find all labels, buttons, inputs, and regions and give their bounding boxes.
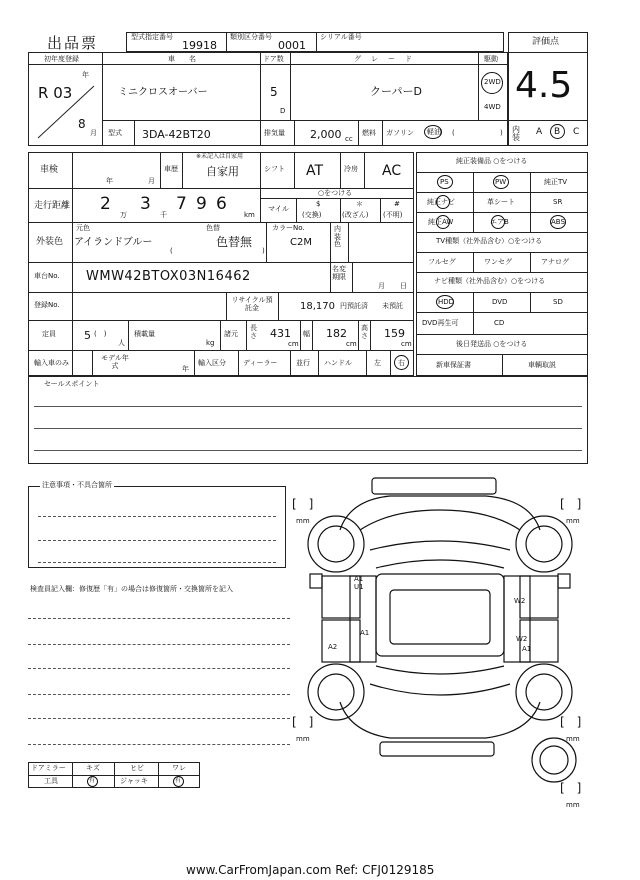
car-name: ミニクロスオーバー	[118, 87, 208, 98]
interior-b: B	[554, 127, 561, 137]
inspector-label: 検査員記入欄：修復歴「有」の場合は修復箇所・交換箇所を記入	[30, 585, 233, 593]
mileage-km: km	[244, 211, 255, 219]
mark-u1: U1	[354, 583, 364, 591]
color-no-label: カラーNo.	[272, 224, 305, 232]
fuel-diesel: 軽油	[427, 128, 441, 136]
mileage-digit-2: 3	[140, 194, 151, 214]
category-value: 0001	[278, 39, 306, 52]
width-value: 182	[326, 327, 347, 340]
tv-type-header: TV種類（社外品含む）○をつける	[436, 237, 543, 245]
grade-value: クーパーD	[370, 85, 422, 98]
capacity-label: 定員	[42, 330, 56, 338]
year-suffix: 年	[82, 71, 89, 79]
spare-mm: mm	[566, 801, 580, 809]
legend-tool: 工具	[44, 777, 58, 785]
handle-label: ハンドル	[324, 359, 352, 367]
tv-analog: アナログ	[541, 258, 569, 266]
recycle-unit: 円預託済	[340, 302, 368, 310]
door-d: D	[280, 107, 286, 115]
height-cm: cm	[401, 340, 412, 348]
mark-w2-top: W2	[514, 597, 526, 605]
tire-rl-mm: mm	[296, 735, 310, 743]
original-color: アイランドブルー	[74, 237, 153, 248]
legend-tool-mark: 有	[89, 777, 96, 784]
navi-sd: SD	[553, 298, 563, 306]
meter-tamper: (改ざん)	[342, 211, 369, 219]
repaint-value: 色替無	[216, 235, 253, 249]
meter-dollar: $	[316, 200, 321, 208]
form-title: 出品票	[47, 34, 99, 52]
equip-abs: ABS	[551, 218, 565, 226]
width-label: 幅	[303, 330, 310, 338]
dims-label: 諸元	[224, 330, 238, 338]
mark-a1-front: A1	[354, 575, 364, 583]
first-reg-label: 初年度登録	[44, 55, 79, 63]
name-change-label: 名変期限	[332, 265, 346, 282]
fuel-paren-close: )	[500, 129, 503, 137]
recycle-value: 18,170	[300, 301, 335, 312]
cc-unit: cc	[345, 135, 353, 143]
later-manual: 車輌取説	[528, 361, 556, 369]
history-label: 車歴	[164, 165, 178, 173]
doors-label: ドア数	[263, 55, 284, 63]
mileage-man: 万	[120, 211, 127, 219]
tire-fl-bracket: [ ]	[292, 497, 314, 511]
displacement-label: 排気量	[264, 129, 285, 137]
meter-hash2: #	[394, 200, 400, 208]
load-unit: kg	[206, 339, 215, 347]
displacement-value: 2,000	[310, 128, 342, 141]
serial-label: シリアル番号	[320, 33, 362, 41]
model-value: 3DA-42BT20	[142, 128, 211, 141]
interior-a: A	[536, 127, 543, 137]
first-reg-era: R 03	[38, 84, 73, 102]
legend-scratch: キズ	[86, 764, 100, 772]
handle-left: 左	[374, 359, 381, 367]
navi-cd: CD	[494, 319, 505, 327]
navi-dvd-play: DVD再生可	[422, 319, 459, 327]
meter-hash1: ＊	[356, 200, 363, 208]
mark-a1-right: A1	[522, 645, 532, 653]
equip-airbag: エアB	[490, 218, 509, 226]
shift-label: シフト	[264, 165, 285, 173]
navi-dvd: DVD	[492, 298, 508, 306]
color-no: C2M	[290, 237, 312, 248]
mileage-digit-3: 7	[176, 194, 187, 214]
meter-exchange: (交換)	[302, 211, 322, 219]
navi-type-header: ナビ種類（社外品含む）○をつける	[434, 277, 546, 285]
legend-jack-mark: 有	[175, 777, 182, 784]
spare-bracket: [ ]	[560, 781, 582, 795]
equip-pw: PW	[495, 178, 507, 186]
navi-hdd: HDD	[438, 298, 455, 306]
registration-label: 登録No.	[34, 301, 60, 309]
capacity-value: 5	[84, 329, 91, 342]
shaken-year: 年	[106, 177, 113, 185]
length-value: 431	[270, 327, 291, 340]
import-type-label: 輸入区分	[198, 359, 226, 367]
mileage-digit-5: 6	[216, 194, 227, 214]
mileage-sen: 千	[160, 211, 167, 219]
original-color-label: 元色	[76, 224, 90, 232]
length-label: 長さ	[250, 324, 257, 340]
legend-crack: ヒビ	[130, 764, 144, 772]
grade-label: グレード	[354, 55, 422, 63]
mileage-digit-1: 2	[100, 194, 111, 214]
dealer-label: ディーラー	[243, 359, 278, 367]
equip-sr: SR	[553, 198, 563, 206]
shaken-label: 車検	[40, 165, 59, 175]
meter-mile: マイル	[268, 205, 289, 213]
meter-circle-note: ○をつける	[318, 189, 353, 197]
model-year-label: モデル年式	[101, 354, 129, 371]
legend-broken: ワレ	[172, 764, 186, 772]
sales-point-label: セールスポイント	[44, 380, 100, 388]
repaint-paren-close: )	[262, 247, 265, 255]
car-body-diagram	[290, 470, 590, 790]
history-note: ※未記入は自家用	[196, 153, 244, 160]
drive-label: 駆動	[484, 55, 498, 63]
footer-source: www.CarFromJapan.com Ref: CFJ0129185	[186, 863, 435, 877]
drive-4wd: 4WD	[484, 103, 501, 111]
load-label: 積載量	[134, 330, 155, 338]
tire-rr-bracket: [ ]	[560, 715, 582, 729]
height-value: 159	[384, 327, 405, 340]
fuel-gasoline: ガソリン	[386, 129, 414, 137]
later-warranty: 新車保証書	[436, 361, 471, 369]
caution-box	[28, 486, 286, 568]
shift-value: AT	[306, 163, 324, 179]
legend-door-mirror: ドアミラー	[31, 764, 66, 772]
handle-right: 右	[398, 359, 405, 367]
tire-fr-mm: mm	[566, 517, 580, 525]
rating-score: 4.5	[515, 65, 573, 106]
caution-label: 注意事項・不具合箇所	[42, 481, 112, 489]
interior-label: 内装	[512, 125, 520, 142]
repaint-label: 色替	[206, 224, 220, 232]
category-label: 類別区分番号	[230, 33, 272, 41]
legend-jack: ジャッキ	[120, 777, 148, 785]
name-change-month: 月	[378, 282, 385, 290]
parallel-label: 並行	[296, 359, 310, 367]
mark-w2-bottom: W2	[516, 635, 528, 643]
tire-rr-mm: mm	[566, 735, 580, 743]
chassis-label: 車台No.	[34, 272, 60, 280]
tire-rl-bracket: [ ]	[292, 715, 314, 729]
width-cm: cm	[346, 340, 357, 348]
shaken-month: 月	[148, 177, 155, 185]
model-cert-label: 型式指定番号	[131, 33, 173, 41]
fuel-label: 燃料	[362, 129, 376, 137]
equip-ps: PS	[440, 178, 449, 186]
name-change-day: 日	[400, 282, 407, 290]
equip-header: 純正装備品 ○をつける	[456, 157, 528, 165]
tv-fullseg: フルセグ	[428, 258, 456, 266]
fuel-paren-open: (	[452, 129, 455, 137]
later-header: 後日発送品 ○をつける	[456, 340, 528, 348]
tv-oneseg: ワンセグ	[484, 258, 512, 266]
exterior-label: 外装色	[36, 237, 64, 247]
capacity-unit: 人	[118, 339, 125, 347]
model-year-unit: 年	[182, 365, 189, 373]
length-cm: cm	[288, 340, 299, 348]
capacity-paren: ( )	[94, 330, 107, 338]
mark-a1-left: A1	[360, 629, 370, 637]
cooler-value: AC	[382, 163, 402, 179]
tire-fr-bracket: [ ]	[560, 497, 582, 511]
first-reg-month: 8	[78, 117, 86, 131]
interior-c: C	[573, 127, 580, 137]
cooler-label: 冷房	[344, 165, 358, 173]
repaint-paren-open: (	[170, 247, 173, 255]
recycle-label: リサイクル預託金	[231, 296, 273, 313]
import-label: 輸入車のみ	[34, 359, 69, 367]
equip-navi: 純正ナビ	[427, 198, 455, 206]
chassis-value: WMW42BTOX03N16462	[86, 269, 251, 284]
month-suffix: 月	[90, 129, 97, 137]
mark-a2: A2	[328, 643, 338, 651]
rating-label: 評価点	[532, 37, 560, 47]
recycle-not: 未預託	[382, 302, 403, 310]
door-count: 5	[270, 85, 278, 99]
equip-tv: 純正TV	[544, 178, 568, 186]
tire-fl-mm: mm	[296, 517, 310, 525]
interior-color-label: 内装色	[334, 225, 341, 249]
equip-aw: 純正AW	[428, 218, 454, 226]
car-name-label: 車名	[168, 55, 210, 63]
mileage-digit-4: 9	[196, 194, 207, 214]
drive-2wd: 2WD	[484, 78, 501, 86]
mileage-label: 走行距離	[34, 201, 71, 211]
meter-unknown: (不明)	[383, 211, 403, 219]
model-cert-value: 19918	[182, 39, 217, 52]
history-value: 自家用	[206, 165, 239, 178]
model-label: 型式	[108, 129, 122, 137]
height-label: 高さ	[361, 324, 368, 340]
equip-leather: 革シート	[487, 198, 515, 206]
